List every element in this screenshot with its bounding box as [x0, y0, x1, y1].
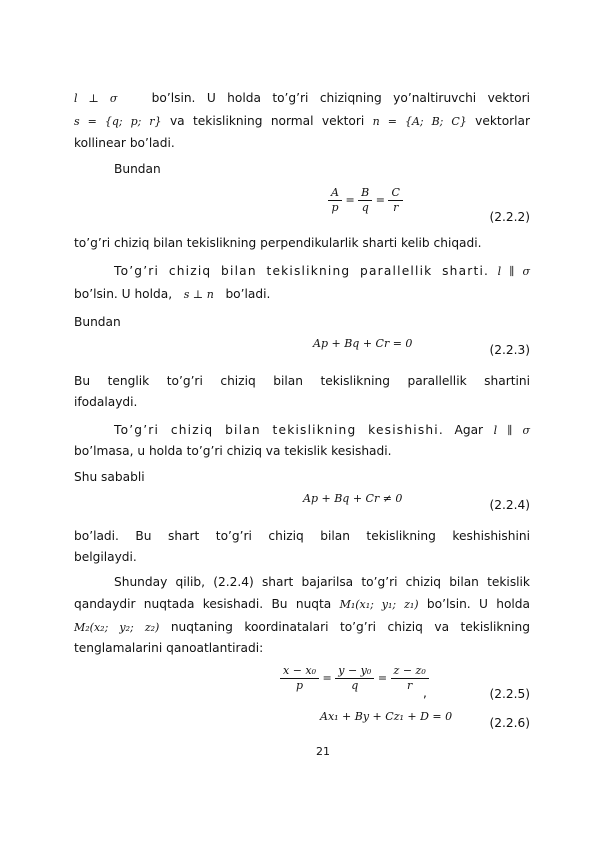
para-1-line-3: kollinear bo’ladi.: [74, 136, 175, 150]
page-number: 21: [316, 745, 330, 758]
para-5-line-2: bo’lmasa, u holda to’g’ri chiziq va tekislik kesishadi.: [74, 444, 392, 458]
math-l-parallel-sigma: l ∥ σ: [493, 424, 530, 437]
text: va tekislikning normal vektori: [169, 114, 365, 128]
equation-2-2-6: Ax₁ + By + Cz₁ + D = 0: [320, 710, 453, 723]
para-6-line-1: bo’ladi. Bu shart to’g’ri chiziq bilan tekislikning keshishishini: [74, 529, 530, 543]
para-2: to’g’ri chiziq bilan tekislikning perpendikularlik sharti kelib chiqadi.: [74, 236, 482, 250]
math-n-vector: n = {A; B; C}: [372, 115, 467, 128]
equation-2-2-3: Ap + Bq + Cr = 0: [313, 337, 413, 350]
equation-2-2-2: $\frac{A}{p}$ = $\frac{B}{q}$ = $\frac{C}{r}$: [328, 186, 403, 215]
section-heading-parallel: To’g’ri chiziq bilan tekislikning parallellik sharti.: [114, 264, 490, 278]
bundan-label-2: Bundan: [74, 315, 121, 329]
equation-2-2-5: $\frac{\text{x − x₀}}{p}$ = $\frac{\text{y − y₀}}{q}$ = $\frac{\text{z − z₀}}{r}$: [280, 664, 429, 693]
equation-2-2-4: Ap + Bq + Cr ≠ 0: [303, 492, 403, 505]
equation-number-2-2-6: (2.2.6): [489, 716, 530, 730]
equation-number-2-2-2: (2.2.2): [489, 210, 530, 224]
para-7-line-1: Shunday qilib, (2.2.4) shart bajarilsa to’g’ri chiziq bilan tekislik: [114, 575, 530, 589]
math-l-parallel-sigma: l ∥ σ: [497, 265, 530, 278]
text: bo’lsin. U holda to’g’ri chiziqning yo’naltiruvchi vektori: [151, 91, 530, 105]
math-point-m2: M₂(x₂; y₂; z₂): [74, 621, 160, 634]
math-s-perp-n: s ⊥ n: [183, 288, 214, 301]
para-3-line-1: [74, 261, 530, 282]
para-4-line-1: Bu tenglik to’g’ri chiziq bilan tekislikning parallellik shartini: [74, 374, 530, 388]
para-7-line-2: qandaydir nuqtada kesishadi. Bu nuqta M₁(x₁; y₁; z₁) bo’lsin. U holda: [74, 597, 530, 611]
para-6-line-2: belgilaydi.: [74, 550, 137, 564]
equation-number-2-2-4: (2.2.4): [489, 498, 530, 512]
para-4-line-2: ifodalaydi.: [74, 395, 138, 409]
para-3-line-2: bo’lsin. U holda, s ⊥ n bo’ladi.: [74, 287, 271, 301]
para-5-line-1: To’g’ri chiziq bilan tekislikning kesishishi. Agar l ∥ σ: [114, 423, 530, 437]
para-1-line-2: [74, 111, 530, 132]
equation-number-2-2-5: (2.2.5): [489, 687, 530, 701]
math-point-m1: M₁(x₁; y₁; z₁): [339, 598, 419, 611]
bundan-label-1: Bundan: [114, 162, 161, 176]
math-l-perp-sigma: l ⊥ σ: [74, 92, 118, 105]
shu-sababli-label: Shu sababli: [74, 470, 145, 484]
para-7-line-3: M₂(x₂; y₂; z₂) nuqtaning koordinatalari to’g’ri chiziq va tekislikning: [74, 620, 531, 634]
equation-2-2-5-comma: ,: [423, 686, 427, 700]
text: vektorlar: [475, 114, 531, 128]
section-heading-intersection: To’g’ri chiziq bilan tekislikning kesishishi.: [114, 423, 444, 437]
math-s-vector: s = {q; p; r}: [74, 115, 162, 128]
para-1-line-1: [74, 88, 530, 109]
para-7-line-4: tenglamalarini qanoatlantiradi:: [74, 641, 264, 655]
equation-number-2-2-3: (2.2.3): [489, 343, 530, 357]
